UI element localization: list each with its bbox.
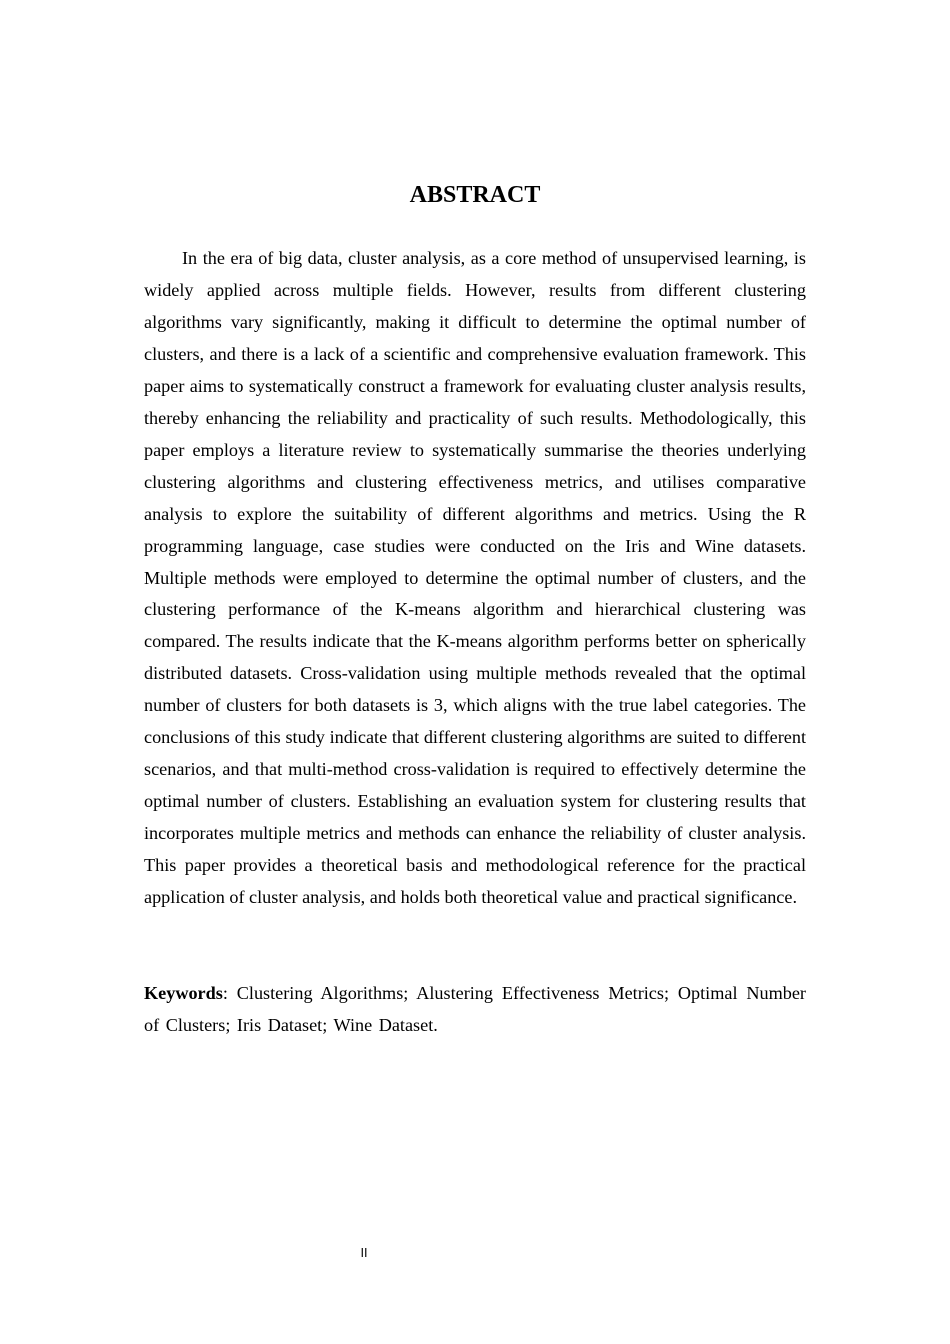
keywords-separator: : (222, 983, 228, 1003)
keywords-list: Clustering Algorithms; Alustering Effectiveness Metrics; Optimal Number of Clusters; Iris Dataset; Wine Dataset. (144, 983, 806, 1035)
abstract-title: ABSTRACT (409, 182, 541, 208)
abstract-paragraph: In the era of big data, cluster analysis, as a core method of unsupervised learning, is widely applied across multiple fields. However, results from different clustering algorithms vary significantly, making it difficult to determine the optimal number of clusters, and there is a lack of a scientific and comprehensive evaluation framework. This paper aims to systematically construct a framework for evaluating cluster analysis results, thereby enhancing the reliability and practicality of such results. Methodologically, this paper employs a literature review to systematically summarise the theories underlying clustering algorithms and clustering effectiveness metrics, and utilises comparative analysis to explore the suitability of different algorithms and metrics. Using the R programming language, case studies were conducted on the Iris and Wine datasets. Multiple methods were employed to determine the optimal number of clusters, and the clustering performance of the K-means algorithm and hierarchical clustering was compared. The results indicate that the K-means algorithm performs better on spherically distributed datasets. Cross-validation using multiple methods revealed that the optimal number of clusters for both datasets is 3, which aligns with the true label categories. The conclusions of this study indicate that different clustering algorithms are suited to different scenarios, and that multi-method cross-validation is required to effectively determine the optimal number of clusters. Establishing an evaluation system for clustering results that incorporates multiple metrics and methods can enhance the reliability of cluster analysis. This paper provides a theoretical basis and methodological reference for the practical application of cluster analysis, and holds both theoretical value and practical significance. (144, 248, 806, 908)
page-number: II (360, 1246, 368, 1260)
keywords-paragraph (144, 977, 806, 1041)
keywords-label: Keywords (144, 983, 223, 1003)
